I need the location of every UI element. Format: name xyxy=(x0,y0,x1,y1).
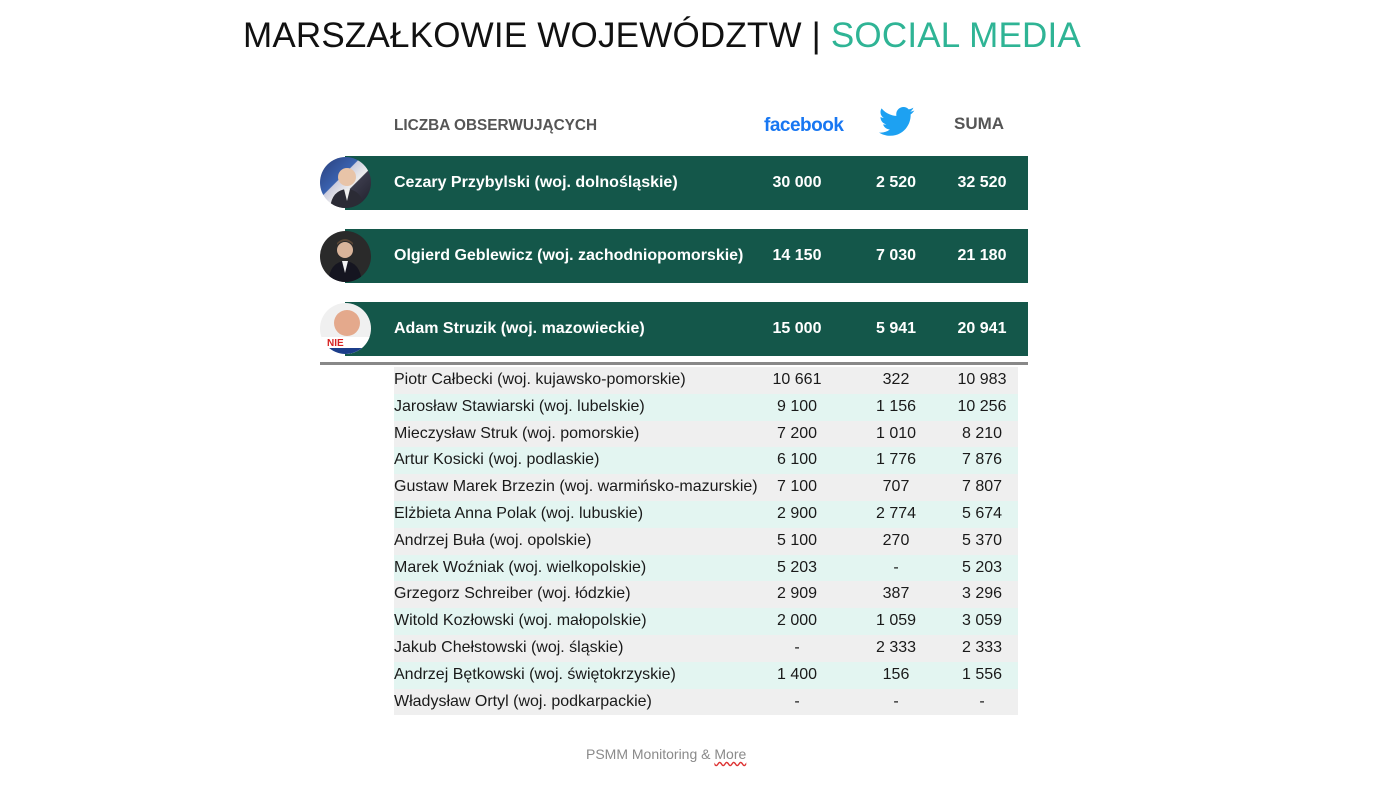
top-row-sum: 21 180 xyxy=(957,247,1007,264)
table-row xyxy=(394,662,1018,689)
title-part2: SOCIAL MEDIA xyxy=(830,16,1081,55)
top-row-name: Olgierd Geblewicz (woj. zachodniopomorskie) xyxy=(394,247,744,264)
row-name: Piotr Całbecki (woj. kujawsko-pomorskie) xyxy=(394,371,686,388)
row-sum: 8 210 xyxy=(961,424,1003,442)
top-row-name: Cezary Przybylski (woj. dolnośląskie) xyxy=(394,174,678,191)
top-row xyxy=(345,302,1028,356)
row-sum: 7 807 xyxy=(961,478,1003,496)
row-name: Grzegorz Schreiber (woj. łódzkie) xyxy=(394,585,631,603)
footer-text-more: More xyxy=(714,746,747,762)
row-facebook: 2 909 xyxy=(776,585,818,603)
row-facebook: - xyxy=(794,638,800,656)
table-row xyxy=(394,367,1018,394)
row-sum: 10 256 xyxy=(957,397,1007,415)
row-facebook: 2 000 xyxy=(776,612,818,630)
row-facebook: 7 100 xyxy=(776,478,818,496)
table-row xyxy=(394,474,1018,501)
avatar xyxy=(320,157,371,208)
divider xyxy=(320,362,1028,365)
table-row xyxy=(394,608,1018,635)
table-row xyxy=(394,394,1018,421)
row-twitter: 2 774 xyxy=(875,504,917,522)
title-separator: | xyxy=(801,16,831,55)
avatar xyxy=(320,303,371,354)
person-photo-icon xyxy=(320,157,371,208)
row-twitter: 156 xyxy=(882,665,910,683)
row-name: Andrzej Bętkowski (woj. świętokrzyskie) xyxy=(394,665,676,683)
row-twitter: 1 776 xyxy=(875,451,917,469)
row-twitter: 387 xyxy=(882,585,910,603)
top-row-sum: 20 941 xyxy=(957,320,1007,337)
row-facebook: 9 100 xyxy=(776,397,818,415)
row-facebook: 5 100 xyxy=(776,531,818,549)
row-name: Elżbieta Anna Polak (woj. lubuskie) xyxy=(394,504,644,522)
sum-header: SUMA xyxy=(954,114,1005,133)
row-name: Jakub Chełstowski (woj. śląskie) xyxy=(394,638,624,656)
row-twitter: 1 059 xyxy=(875,612,917,630)
table-row xyxy=(394,635,1018,662)
row-name: Artur Kosicki (woj. podlaskie) xyxy=(394,451,600,469)
row-name: Mieczysław Struk (woj. pomorskie) xyxy=(394,424,640,442)
top-row-twitter: 2 520 xyxy=(875,174,917,191)
table-row xyxy=(394,421,1018,448)
row-facebook: 7 200 xyxy=(776,424,818,442)
row-facebook: 2 900 xyxy=(776,504,818,522)
top-row-twitter: 5 941 xyxy=(875,320,917,337)
row-facebook: 5 203 xyxy=(776,558,818,576)
table-row xyxy=(394,447,1018,474)
title-part1: MARSZAŁKOWIE WOJEWÓDZTW xyxy=(243,16,802,55)
row-sum: 3 059 xyxy=(961,612,1003,630)
row-facebook: - xyxy=(794,692,800,710)
top-row-facebook: 30 000 xyxy=(772,174,822,191)
row-sum: 1 556 xyxy=(961,665,1003,683)
footer xyxy=(586,746,746,762)
row-twitter: - xyxy=(893,558,899,576)
row-facebook: 1 400 xyxy=(776,665,818,683)
table-row xyxy=(394,555,1018,582)
person-photo-icon xyxy=(320,231,371,282)
row-name: Marek Woźniak (woj. wielkopolskie) xyxy=(394,558,647,576)
row-sum: 2 333 xyxy=(961,638,1003,656)
avatar xyxy=(320,231,371,282)
top-row-sum: 32 520 xyxy=(957,174,1007,191)
row-name: Andrzej Buła (woj. opolskie) xyxy=(394,531,592,549)
row-sum: 7 876 xyxy=(961,451,1003,469)
row-name: Władysław Ortyl (woj. podkarpackie) xyxy=(394,692,652,710)
row-twitter: 707 xyxy=(882,478,910,496)
avatar-badge: NIE xyxy=(327,338,344,349)
table-row xyxy=(394,581,1018,608)
row-facebook: 10 661 xyxy=(772,371,822,388)
top-row-facebook: 15 000 xyxy=(772,320,822,337)
row-sum: - xyxy=(979,692,985,710)
table-row xyxy=(394,528,1018,555)
table-row xyxy=(394,501,1018,528)
facebook-logo: facebook xyxy=(764,115,844,136)
top-row-facebook: 14 150 xyxy=(772,247,822,264)
table-row xyxy=(394,689,1018,716)
top-row xyxy=(345,156,1028,210)
footer-text: PSMM Monitoring & xyxy=(586,746,715,762)
row-name: Gustaw Marek Brzezin (woj. warmińsko-mazurskie) xyxy=(394,478,758,496)
followers-header: LICZBA OBSERWUJĄCYCH xyxy=(394,117,598,134)
row-sum: 10 983 xyxy=(957,371,1007,388)
row-twitter: - xyxy=(893,692,899,710)
row-twitter: 2 333 xyxy=(875,638,917,656)
row-name: Jarosław Stawiarski (woj. lubelskie) xyxy=(394,397,645,415)
twitter-bird-icon xyxy=(879,106,915,138)
top-row xyxy=(345,229,1028,283)
row-sum: 3 296 xyxy=(961,585,1003,603)
row-sum: 5 674 xyxy=(961,504,1003,522)
page-title xyxy=(243,14,1081,58)
row-sum: 5 370 xyxy=(961,531,1003,549)
top-row-name: Adam Struzik (woj. mazowieckie) xyxy=(394,320,645,337)
row-twitter: 1 010 xyxy=(875,424,917,442)
row-twitter: 1 156 xyxy=(875,397,917,415)
row-twitter: 270 xyxy=(882,531,910,549)
row-facebook: 6 100 xyxy=(776,451,818,469)
row-sum: 5 203 xyxy=(961,558,1003,576)
row-name: Witold Kozłowski (woj. małopolskie) xyxy=(394,612,647,630)
followers-table xyxy=(394,367,1018,715)
top-row-twitter: 7 030 xyxy=(875,247,917,264)
row-twitter: 322 xyxy=(882,371,910,388)
